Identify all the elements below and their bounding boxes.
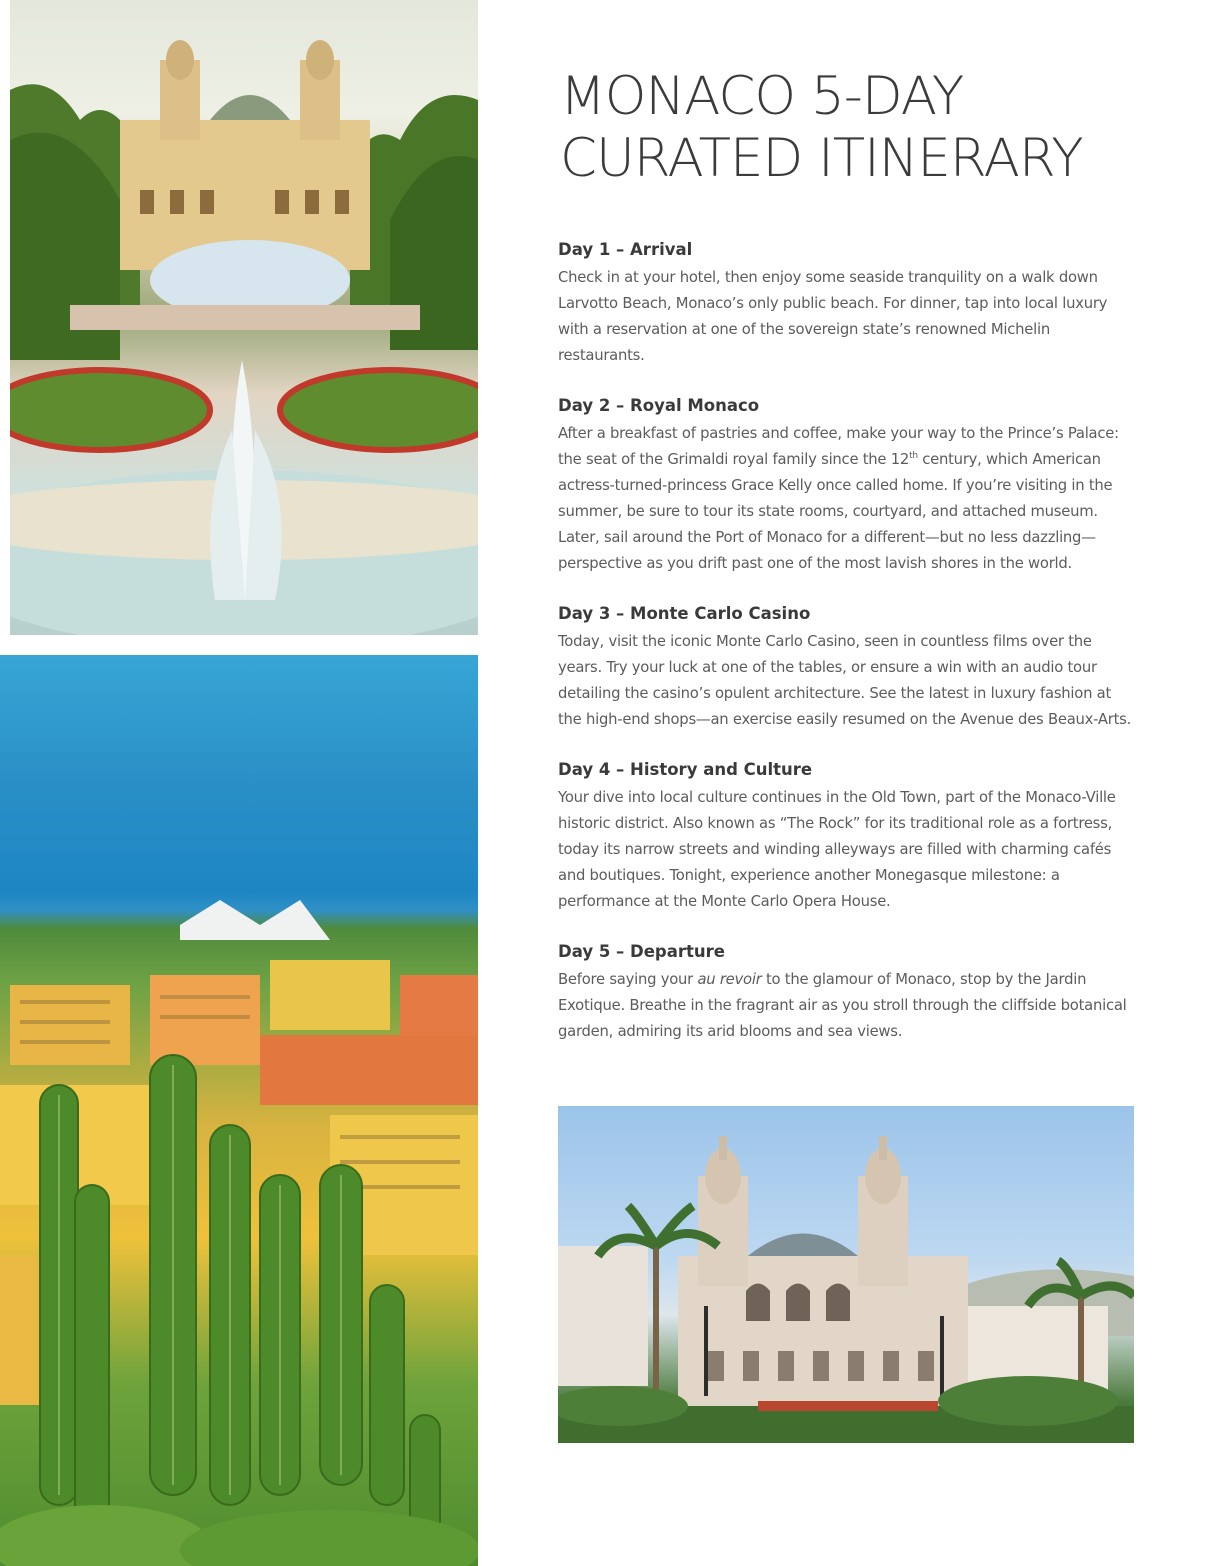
day-5-text-part-2: to the glamour of Monaco, stop by the Jardin Exotique. Breathe in the fragrant air as you stroll through the cliffside botanical garden, admiring its arid blooms and sea views. bbox=[558, 971, 1127, 1040]
casino-garden-photo bbox=[10, 0, 478, 635]
day-2-text-part-2: century, which American actress-turned-princess Grace Kelly once called home. If you’re visiting in the summer, be sure to tour its state rooms, courtyard, and attached museum. Later, sail around the Port of Monaco for a different—but no less dazzling—perspective as you drift past one of the most lavish shores in the world. bbox=[558, 451, 1113, 572]
day-1-heading: Day 1 – Arrival bbox=[558, 240, 693, 259]
day-2-heading: Day 2 – Royal Monaco bbox=[558, 396, 760, 415]
title-line-2: CURATED ITINERARY bbox=[560, 128, 1083, 189]
day-2-superscript: th bbox=[909, 451, 918, 462]
day-3-text: Today, visit the iconic Monte Carlo Casino, seen in countless films over the years. Try your luck at one of the tables, or ensure a win with an audio tour detailing the casino’s opulent architecture. See the latest in luxury fashion at the high-end shops—an exercise easily resumed on the Avenue des Beaux-Arts. bbox=[558, 633, 1132, 728]
day-5-heading: Day 5 – Departure bbox=[558, 942, 725, 961]
day-4-section bbox=[558, 759, 1136, 915]
day-3-section bbox=[558, 603, 1136, 733]
day-2-text-part-1: After a breakfast of pastries and coffee, make your way to the Prince’s Palace: the seat of the Grimaldi royal family since the 12 bbox=[558, 425, 1119, 468]
casino-facade-photo bbox=[558, 1106, 1134, 1443]
casino-facade-illustration bbox=[558, 1106, 1134, 1443]
day-5-italic-text: au revoir bbox=[697, 971, 762, 988]
day-2-text bbox=[558, 421, 1136, 577]
day-5-text bbox=[558, 967, 1136, 1045]
day-4-text: Your dive into local culture continues in the Old Town, part of the Monaco-Ville historic district. Also known as “The Rock” for its traditional role as a fortress, today its narrow streets and winding alleyways are filled with charming cafés and boutiques. Tonight, experience another Monegasque milestone: a performance at the Monte Carlo Opera House. bbox=[558, 789, 1116, 910]
day-5-section bbox=[558, 941, 1136, 1045]
day-1-section bbox=[558, 239, 1136, 369]
page-title bbox=[560, 66, 1160, 190]
coastline-cactus-photo bbox=[0, 655, 478, 1566]
coastline-cactus-illustration bbox=[0, 655, 478, 1566]
day-1-text: Check in at your hotel, then enjoy some seaside tranquility on a walk down Larvotto Beach, Monaco’s only public beach. For dinner, tap into local luxury with a reservation at one of the sovereign state’s renowned Michelin restaurants. bbox=[558, 269, 1108, 364]
day-2-section bbox=[558, 395, 1136, 577]
day-5-text-part-1: Before saying your bbox=[558, 971, 698, 988]
day-4-heading: Day 4 – History and Culture bbox=[558, 760, 813, 779]
casino-garden-illustration bbox=[10, 0, 478, 635]
title-line-1: MONACO 5-DAY bbox=[560, 66, 964, 127]
day-3-heading: Day 3 – Monte Carlo Casino bbox=[558, 604, 811, 623]
